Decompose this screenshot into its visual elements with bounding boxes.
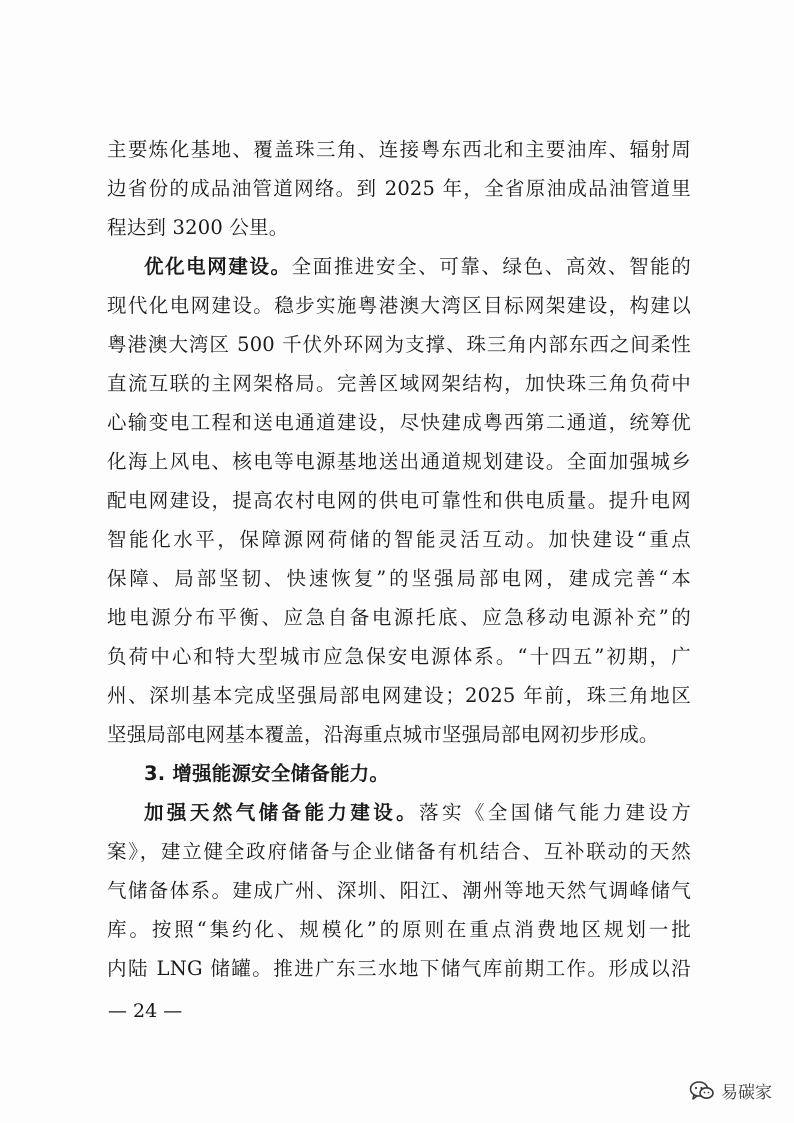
text-line: 案》，建立健全政府储备与企业储备有机结合、互补联动的天然 — [107, 840, 691, 863]
section-heading — [107, 754, 691, 793]
text-line: 智能化水平，保障源网荷储的智能灵活互动。加快建设“重点 — [107, 528, 691, 551]
paragraph-start-line: 加强天然气储备能力建设。落实《全国储气能力建设方 — [144, 801, 691, 824]
text-line: 库。按照“集约化、规模化”的原则在重点消费地区规划一批 — [107, 918, 691, 941]
section-heading-text: 3. 增强能源安全储备能力。 — [144, 762, 390, 785]
page-number: — 24 — — [108, 1000, 183, 1022]
text-line: 主要炼化基地、覆盖珠三角、连接粤东西北和主要油库、辐射周 — [107, 138, 691, 161]
text-line: 程达到 3200 公里。 — [107, 216, 289, 239]
watermark-label: 易碳家 — [721, 1083, 772, 1103]
text-line: 心输变电工程和送电通道建设，尽快建成粤西第二通道，统筹优 — [107, 411, 691, 434]
paragraph-start-line: 优化电网建设。全面推进安全、可靠、绿色、高效、智能的 — [144, 255, 691, 278]
text-line: 化海上风电、核电等电源基地送出通道规划建设。全面加强城乡 — [107, 450, 691, 473]
text-line: 保障、局部坚韧、快速恢复”的坚强局部电网，建成完善“本 — [107, 567, 691, 590]
wechat-icon — [689, 1080, 715, 1102]
body-text — [107, 130, 691, 988]
paragraph-heading: 加强天然气储备能力建设。 — [144, 801, 420, 824]
text-line: 直流互联的主网架格局。完善区域网架结构，加快珠三角负荷中 — [107, 372, 691, 395]
text-line: 边省份的成品油管道网络。到 2025 年，全省原油成品油管道里 — [107, 177, 691, 200]
text-line: 现代化电网建设。稳步实施粤港澳大湾区目标网架建设，构建以 — [107, 294, 691, 317]
text-line: 地电源分布平衡、应急自备电源托底、应急移动电源补充”的 — [107, 606, 691, 629]
watermark — [689, 1078, 772, 1103]
text-line: 内陆 LNG 储罐。推进广东三水地下储气库前期工作。形成以沿 — [107, 957, 691, 980]
text-line: 州、深圳基本完成坚强局部电网建设；2025 年前，珠三角地区 — [107, 684, 691, 707]
text-line: 气储备体系。建成广州、深圳、阳江、潮州等地天然气调峰储气 — [107, 879, 691, 902]
text-line: 负荷中心和特大型城市应急保安电源体系。“十四五”初期，广 — [107, 645, 691, 668]
text-line: 粤港澳大湾区 500 千伏外环网为支撑、珠三角内部东西之间柔性 — [107, 333, 691, 356]
text-line: 坚强局部电网基本覆盖，沿海重点城市坚强局部电网初步形成。 — [107, 723, 659, 746]
text-line: 配电网建设，提高农村电网的供电可靠性和供电质量。提升电网 — [107, 489, 691, 512]
paragraph-heading: 优化电网建设。 — [144, 255, 292, 278]
